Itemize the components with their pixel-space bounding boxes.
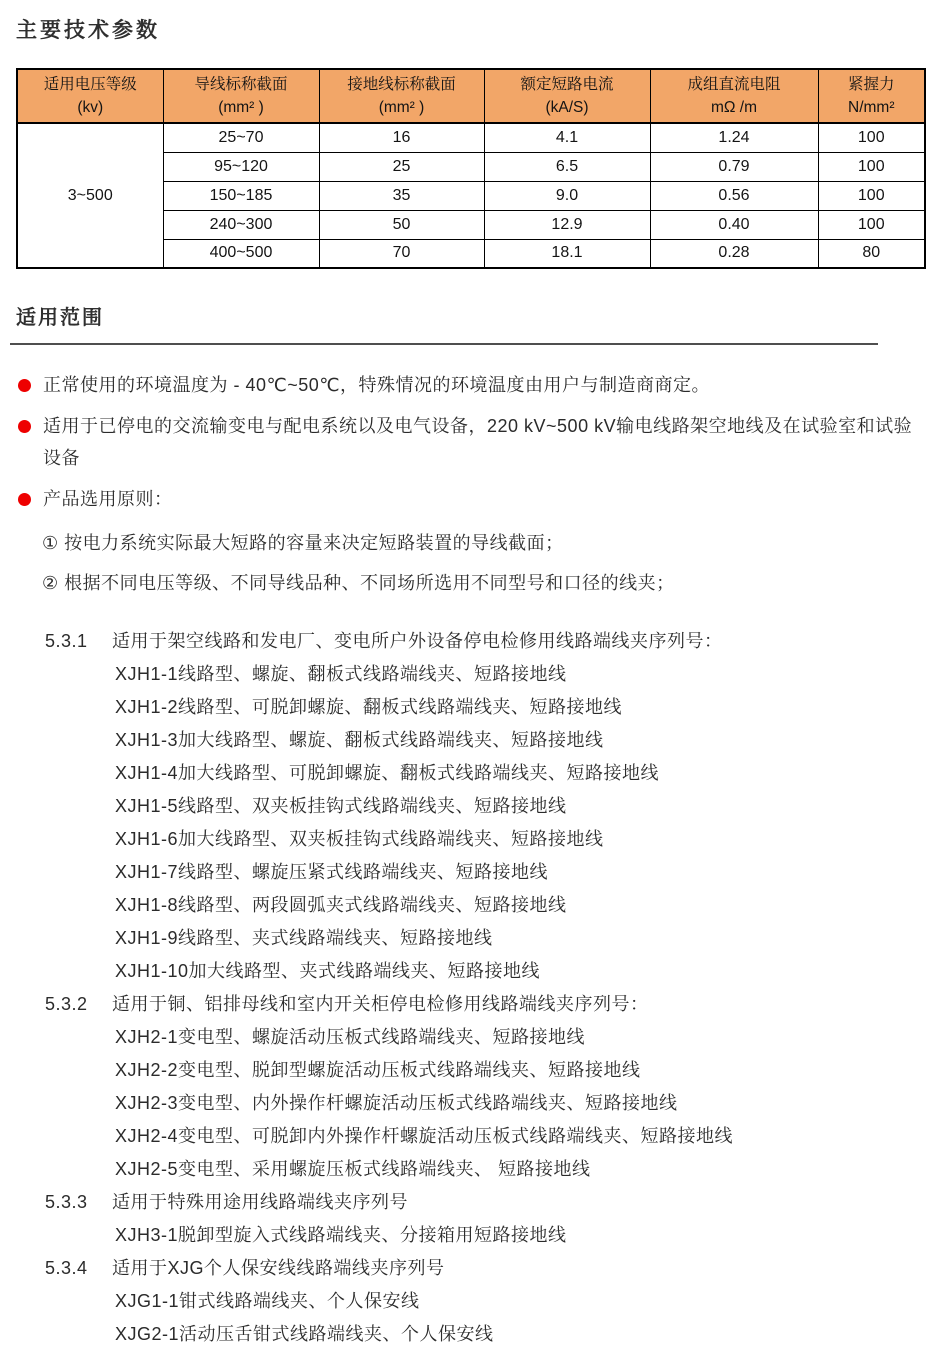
column-header-label: 成组直流电阻: [687, 76, 781, 93]
column-header-voltage: [17, 69, 163, 123]
table-cell: 4.1: [484, 123, 650, 152]
bullet-item: [16, 410, 922, 474]
table-header-row: [17, 69, 925, 123]
column-header-unit: (kA/S): [545, 99, 589, 116]
page-title: 主要技术参数: [16, 19, 160, 42]
series-heading-5-3-3: [45, 1186, 922, 1219]
series-item: XJH2-1变电型、螺旋活动压板式线路端线夹、短路接地线: [115, 1027, 586, 1047]
series-item: XJH1-7线路型、螺旋压紧式线路端线夹、短路接地线: [115, 862, 549, 882]
column-header-unit: mΩ /m: [710, 99, 758, 116]
table-cell: 0.79: [650, 152, 818, 181]
series-item: XJH1-9线路型、夹式线路端线夹、短路接地线: [115, 928, 493, 948]
series-heading-5-3-2: [45, 988, 922, 1021]
table-cell: 0.40: [650, 210, 818, 239]
table-cell: 80: [818, 239, 925, 268]
table-cell: 0.56: [650, 181, 818, 210]
series-heading-text: 适用于架空线路和发电厂、变电所户外设备停电检修用线路端线夹序列号：: [112, 631, 723, 651]
principle-item: ① 按电力系统实际最大短路的容量来决定短路装置的导线截面；: [42, 533, 564, 553]
selection-principles: [42, 523, 922, 603]
bullet-text: 适用于已停电的交流输变电与配电系统以及电气设备，220 kV~500 kV输电线路架空地线及在试验室和试验设备: [43, 416, 913, 468]
table-cell: 0.28: [650, 239, 818, 268]
series-heading-5-3-1: [45, 625, 922, 658]
series-item: XJH1-2线路型、可脱卸螺旋、翻板式线路端线夹、短路接地线: [115, 697, 623, 717]
column-header-label: 接地线标称截面: [347, 76, 456, 93]
series-item: XJH2-2变电型、脱卸型螺旋活动压板式线路端线夹、短路接地线: [115, 1060, 641, 1080]
series-item: XJH1-4加大线路型、可脱卸螺旋、翻板式线路端线夹、短路接地线: [115, 763, 660, 783]
series-number: 5.3.2: [45, 994, 88, 1014]
table-cell: 100: [818, 123, 925, 152]
series-item: XJH3-1脱卸型旋入式线路端线夹、分接箱用短路接地线: [115, 1225, 567, 1245]
table-cell: 100: [818, 210, 925, 239]
table-cell: 240~300: [163, 210, 319, 239]
table-cell: 95~120: [163, 152, 319, 181]
tech-params-table: [16, 68, 926, 269]
column-header-grip-force: [818, 69, 925, 123]
bullet-item: [16, 369, 922, 401]
bullet-text: 正常使用的环境温度为 - 40℃~50℃，特殊情况的环境温度由用户与制造商商定。: [43, 375, 710, 395]
series-item: XJH2-3变电型、内外操作杆螺旋活动压板式线路端线夹、短路接地线: [115, 1093, 678, 1113]
series-heading-text: 适用于XJG个人保安线线路端线夹序列号: [112, 1258, 445, 1278]
column-header-unit: (mm² ): [378, 99, 425, 116]
column-header-unit: (mm² ): [218, 99, 264, 116]
red-dot-icon: [18, 379, 31, 392]
table-cell: 18.1: [484, 239, 650, 268]
series-item: XJH1-5线路型、双夹板挂钩式线路端线夹、短路接地线: [115, 796, 567, 816]
column-header-unit: (kv): [77, 99, 104, 116]
series-heading-text: 适用于特殊用途用线路端线夹序列号: [112, 1192, 408, 1212]
table-cell: 25: [319, 152, 484, 181]
table-cell: 50: [319, 210, 484, 239]
series-number: 5.3.1: [45, 631, 88, 651]
table-cell: 150~185: [163, 181, 319, 210]
column-header-rated-short-circuit-current: [484, 69, 650, 123]
series-number: 5.3.3: [45, 1192, 88, 1212]
table-cell: 400~500: [163, 239, 319, 268]
column-header-label: 额定短路电流: [520, 76, 614, 93]
column-header-ground-wire-section: [319, 69, 484, 123]
column-header-conductor-section: [163, 69, 319, 123]
series-item: XJH2-5变电型、采用螺旋压板式线路端线夹、 短路接地线: [115, 1159, 591, 1179]
column-header-unit: N/mm²: [848, 99, 895, 116]
series-item: XJH1-6加大线路型、双夹板挂钩式线路端线夹、短路接地线: [115, 829, 604, 849]
series-item: XJH1-8线路型、两段圆弧夹式线路端线夹、短路接地线: [115, 895, 567, 915]
table-cell: 100: [818, 152, 925, 181]
voltage-range-cell: 3~500: [17, 123, 163, 268]
table-cell: 12.9: [484, 210, 650, 239]
series-item: XJG1-1钳式线路端线夹、个人保安线: [115, 1291, 420, 1311]
principle-item: ② 根据不同电压等级、不同导线品种、不同场所选用不同型号和口径的线夹；: [42, 573, 675, 593]
bullet-item: [16, 483, 922, 515]
table-row: [17, 123, 925, 152]
series-item: XJH2-4变电型、可脱卸内外操作杆螺旋活动压板式线路端线夹、短路接地线: [115, 1126, 734, 1146]
column-header-label: 紧握力: [847, 76, 895, 93]
bullet-text: 产品选用原则：: [43, 489, 173, 509]
table-cell: 1.24: [650, 123, 818, 152]
column-header-dc-resistance: [650, 69, 818, 123]
table-cell: 9.0: [484, 181, 650, 210]
series-heading-5-3-4: [45, 1252, 922, 1285]
series-item: XJH1-3加大线路型、螺旋、翻板式线路端线夹、短路接地线: [115, 730, 604, 750]
series-item: XJH1-1线路型、螺旋、翻板式线路端线夹、短路接地线: [115, 664, 567, 684]
table-cell: 6.5: [484, 152, 650, 181]
section-title: 适用范围: [16, 307, 104, 329]
table-cell: 35: [319, 181, 484, 210]
series-number: 5.3.4: [45, 1258, 88, 1278]
table-cell: 70: [319, 239, 484, 268]
clamp-series-list: [16, 625, 922, 1351]
series-heading-text: 适用于铜、铝排母线和室内开关柜停电检修用线路端线夹序列号：: [112, 994, 649, 1014]
series-item: XJH1-10加大线路型、夹式线路端线夹、短路接地线: [115, 961, 541, 981]
table-cell: 100: [818, 181, 925, 210]
column-header-label: 导线标称截面: [194, 76, 288, 93]
column-header-label: 适用电压等级: [43, 76, 137, 93]
table-cell: 25~70: [163, 123, 319, 152]
series-item: XJG2-1活动压舌钳式线路端线夹、个人保安线: [115, 1324, 494, 1344]
red-dot-icon: [18, 493, 31, 506]
table-cell: 16: [319, 123, 484, 152]
section-header: [10, 301, 878, 345]
bullet-list: [16, 369, 922, 515]
red-dot-icon: [18, 420, 31, 433]
